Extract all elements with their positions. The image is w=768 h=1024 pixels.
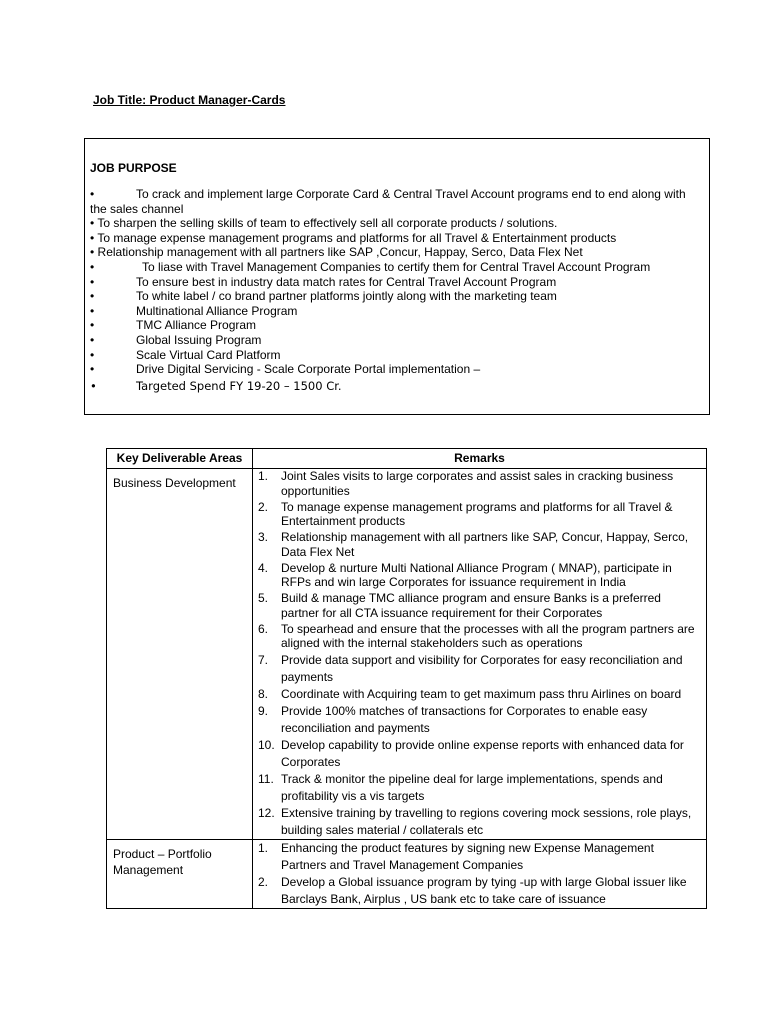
purpose-item: • To white label / co brand partner platforms jointly along with the marketing team (90, 289, 557, 304)
remark-item: 2. To manage expense management programs and platforms for all Travel & Entertainment products (258, 499, 673, 528)
purpose-item: • To crack and implement large Corporate Card & Central Travel Account programs end to end along with the sales channel (90, 187, 686, 216)
key-deliverables-table (106, 448, 707, 909)
job-purpose-box (84, 138, 710, 415)
remark-item: 6. To spearhead and ensure that the processes with all the program partners are aligned with the internal stakeholders such as operations (258, 621, 695, 650)
purpose-item: • To sharpen the selling skills of team to effectively sell all corporate products / solutions. (90, 216, 558, 231)
header-remarks: Remarks (253, 449, 707, 469)
job-purpose-heading: JOB PURPOSE (90, 161, 177, 175)
table-header-row (107, 449, 707, 469)
purpose-item: • To manage expense management programs and platforms for all Travel & Entertainment products (90, 230, 617, 245)
remark-item: 7. Provide data support and visibility for Corporates for easy reconciliation and payments (258, 653, 683, 684)
remark-item: 4. Develop & nurture Multi National Alliance Program ( MNAP), participate in RFPs and win large Corporates for issuance requirement in India (258, 560, 672, 589)
remark-item: 10. Develop capability to provide online expense reports with enhanced data for Corporates (258, 738, 684, 769)
remarks-cell (253, 840, 707, 909)
purpose-item: • To ensure best in industry data match rates for Central Travel Account Program (90, 274, 557, 289)
purpose-item: • Global Issuing Program (90, 332, 262, 347)
purpose-item: • Targeted Spend FY 19-20 – 1500 Cr. (90, 378, 342, 393)
remark-item: 11. Track & monitor the pipeline deal for large implementations, spends and profitability vis a vis targets (258, 772, 663, 803)
remarks-list (253, 469, 706, 651)
purpose-item: • Drive Digital Servicing - Scale Corporate Portal implementation – (90, 362, 481, 377)
purpose-item: • Multinational Alliance Program (90, 303, 298, 318)
remark-item: 8. Coordinate with Acquiring team to get maximum pass thru Airlines on board (258, 687, 682, 701)
remarks-list (253, 840, 706, 908)
remark-item: 5. Build & manage TMC alliance program and ensure Banks is a preferred partner for all CTA issuance requirement for their Corporates (258, 591, 661, 620)
remark-item: 1. Enhancing the product features by signing new Expense Management Partners and Travel Management Companies (258, 841, 654, 872)
job-title: Job Title: Product Manager-Cards (93, 93, 286, 107)
area-cell: Product – Portfolio Management (107, 840, 253, 909)
remarks-list (253, 652, 706, 839)
job-purpose-list (90, 187, 705, 395)
remark-item: 3. Relationship management with all partners like SAP, Concur, Happay, Serco, Data Flex Net (258, 530, 689, 559)
remark-item: 12. Extensive training by travelling to regions covering mock sessions, role plays, building sales material / collaterals etc (258, 806, 692, 837)
table-row (107, 469, 707, 840)
remark-item: 1. Joint Sales visits to large corporates and assist sales in cracking business opportunities (258, 469, 674, 498)
area-cell: Business Development (107, 469, 253, 840)
purpose-item: • To liase with Travel Management Companies to certify them for Central Travel Account Program (90, 259, 651, 274)
purpose-item: • Relationship management with all partners like SAP ,Concur, Happay, Serco, Data Flex Net (90, 245, 583, 260)
purpose-item: • Scale Virtual Card Platform (90, 347, 281, 362)
remark-item: 2. Develop a Global issuance program by tying -up with large Global issuer like Barclays Bank, Airplus , US bank etc to take care of issuance (258, 875, 687, 906)
table-row (107, 840, 707, 909)
remark-item: 9. Provide 100% matches of transactions for Corporates to enable easy reconciliation and payments (258, 704, 648, 735)
header-key-deliverable-areas: Key Deliverable Areas (107, 449, 253, 469)
purpose-item: • TMC Alliance Program (90, 318, 257, 333)
remarks-cell (253, 469, 707, 840)
